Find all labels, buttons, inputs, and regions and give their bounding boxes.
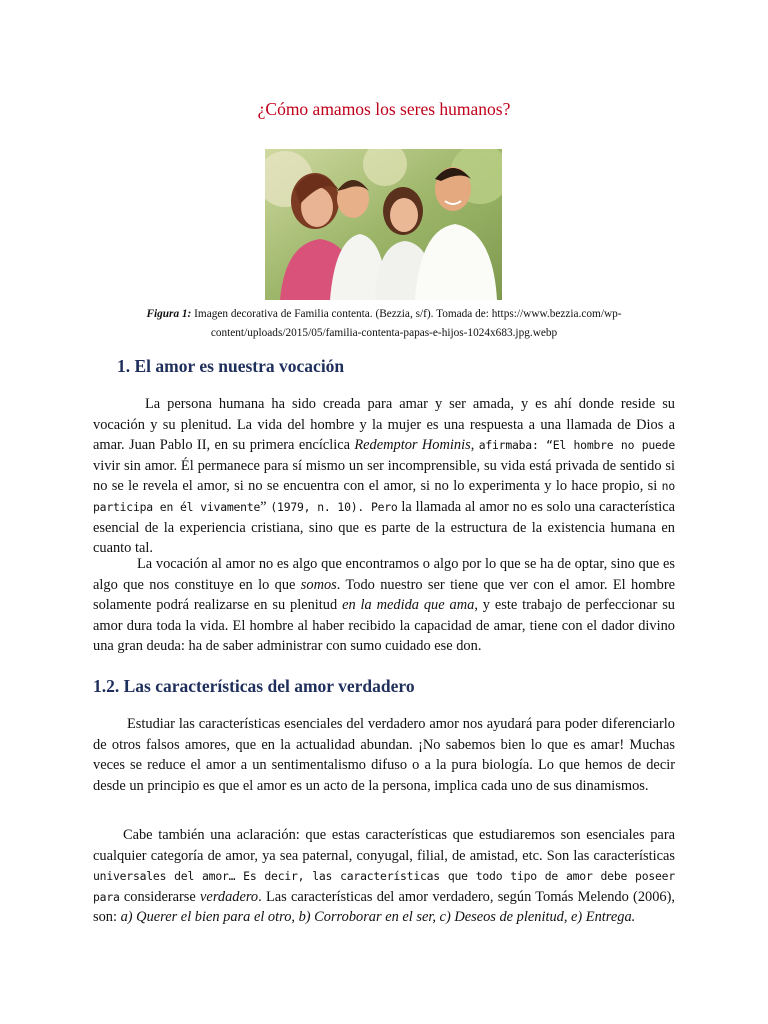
text-run: Cabe también una aclaración: que estas características que estudiaremos son esenciales para cualquier categoría de amor, ya sea paternal, conyugal, filial, de amistad, etc. Son las características <box>93 827 675 864</box>
text-run: en la medida que ama <box>342 597 475 614</box>
text-run: somos <box>300 576 337 593</box>
text-run: universales del amor… Es decir, las características que todo tipo de amor debe poseer para <box>93 869 675 904</box>
text-run: verdadero <box>200 888 259 905</box>
family-photo <box>265 149 502 300</box>
text-run: , <box>470 437 479 454</box>
figure-caption-text: Imagen decorativa de Familia contenta. (Bezzia, s/f). Tomada de: https://www.bezzia.com/wp-content/uploads/2015/05/familia-contenta-papas-e-hijos-1024x683.jpg.webp <box>191 308 622 339</box>
figure-caption <box>110 305 658 343</box>
text-run: vivir sin amor. Él permanece para sí mismo un ser incomprensible, su vida está privada de sentido si no se le revela el amor, si no se encuentra con el amor, si no lo experimenta y lo hace propio, si <box>93 457 675 495</box>
text-run: La persona humana ha sido creada para amar y ser amada, y es ahí donde reside su vocación y su plenitud. La vida del hombre y la mujer es una respuesta a una llamada de Dios a amar. Juan Pablo II, en su primera encíclica <box>93 396 675 454</box>
section-1-paragraph-2 <box>93 554 675 657</box>
text-run: . Todo nuestro ser tiene que ver con el amor. El hombre solamente podrá realizarse en su plenitud <box>93 576 675 614</box>
text-run: la llamada al amor no es solo una característica esencial de la experiencia cristiana, sino que es parte de la estructura de la existencia humana en cuanto tal. <box>93 498 675 557</box>
text-run: afirmaba: “El hombre no puede <box>478 438 675 453</box>
text-run: ” <box>260 498 271 515</box>
figure-label: Figura 1: <box>146 308 192 320</box>
text-run: a) Querer el bien para el otro, b) Corroborar en el ser, c) Deseos de plenitud, e) Entrega. <box>120 909 636 926</box>
text-run: . Las características del amor verdadero, según Tomás Melendo (2006), son: <box>93 888 675 926</box>
page-title: ¿Cómo amamos los seres humanos? <box>257 99 511 119</box>
section-1-paragraph-1 <box>93 394 675 559</box>
section-2-heading: 1.2. Las características del amor verdadero <box>93 676 415 696</box>
text-run: Redemptor Hominis <box>354 437 471 454</box>
section-1-heading: 1. El amor es nuestra vocación <box>117 356 345 376</box>
section-2-paragraph-2 <box>93 825 675 928</box>
text-run: (1979, n. 10). Pero <box>270 499 398 514</box>
text-run: considerarse <box>119 888 201 905</box>
section-2-paragraph-1 <box>93 714 675 796</box>
text-run: , y este trabajo de perfeccionar su amor dura toda la vida. El hombre al haber recibido la capacidad de amar, tiene con el dador divino una gran deuda: ha de saber administrar con sumo cuidado ese don. <box>93 597 676 655</box>
text-run: no participa en él vivamente <box>93 479 675 514</box>
text-run: La vocación al amor no es algo que encontramos o algo por lo que se ha de optar, sino que es algo que nos constituye en lo que <box>93 556 675 593</box>
text-run: Estudiar las características esenciales del verdadero amor nos ayudará para poder diferenciarlo de otros falsos amores, que en la actualidad abundan. ¡No sabemos bien lo que es amar! Muchas veces se reduce el amor a un sentimentalismo difuso o a la pura biología. Lo que hemos de decir desde un principio es que el amor es un acto de la persona, implica cada uno de sus dinamismos. <box>93 716 675 794</box>
